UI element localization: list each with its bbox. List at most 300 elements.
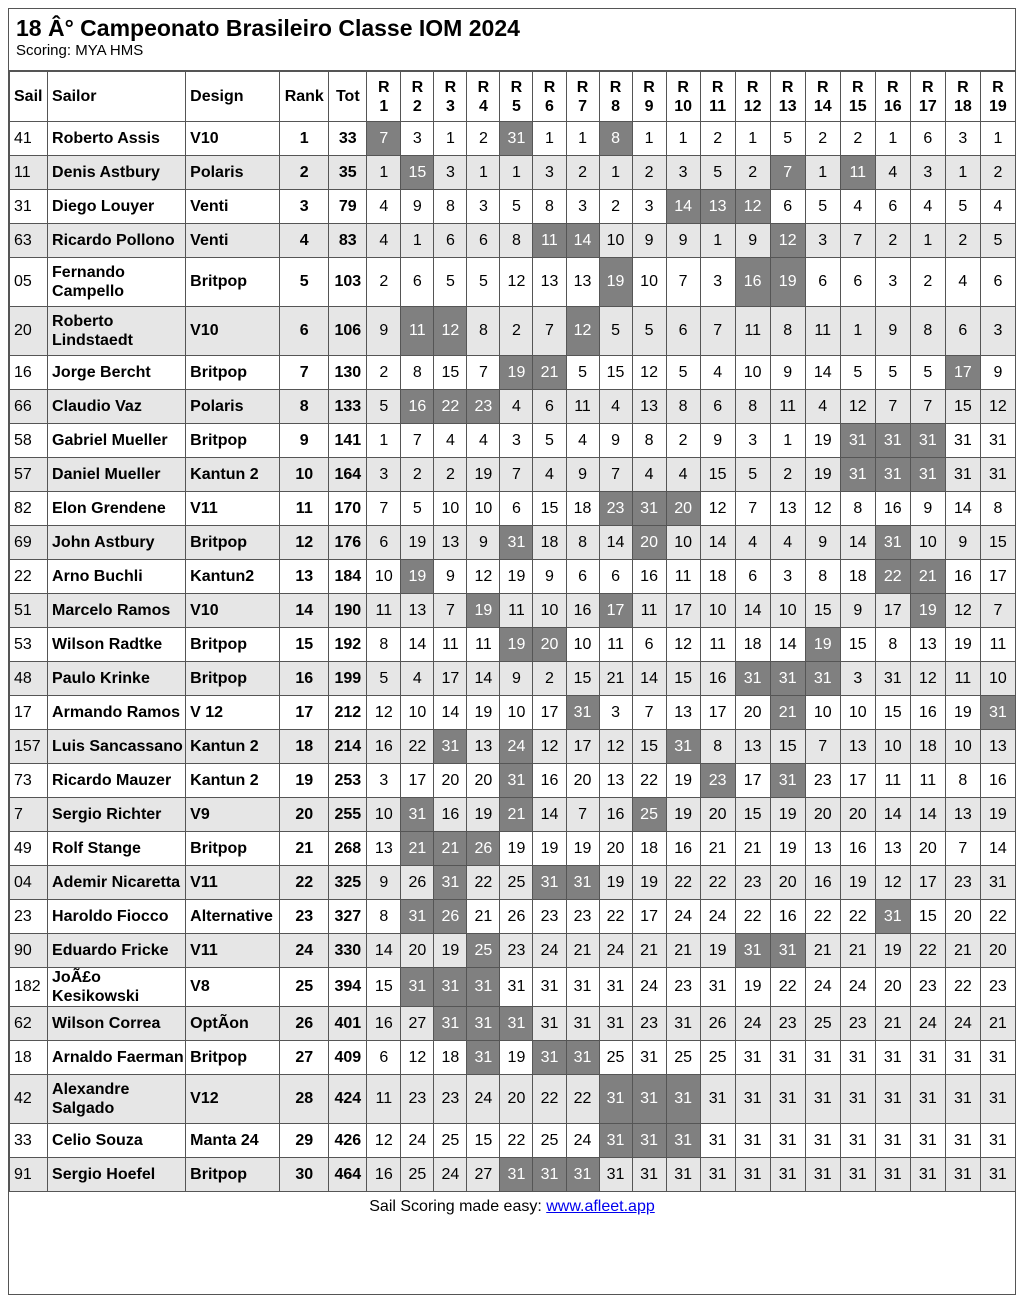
race-score: 20 (735, 696, 770, 730)
discarded-score: 11 (840, 156, 875, 190)
race-score: 9 (770, 356, 805, 390)
discarded-score: 23 (700, 764, 735, 798)
sail-number: 53 (10, 628, 48, 662)
race-score: 15 (700, 458, 735, 492)
race-score: 13 (666, 696, 700, 730)
col-sail: Sail (10, 72, 48, 122)
race-score: 6 (367, 1041, 401, 1075)
boat-design: Britpop (186, 424, 280, 458)
race-score: 14 (533, 798, 566, 832)
race-score: 20 (467, 764, 500, 798)
race-score: 31 (945, 1075, 980, 1124)
race-prefix: R (887, 78, 899, 96)
boat-design: V8 (186, 968, 280, 1007)
boat-design: Kantun2 (186, 560, 280, 594)
race-prefix: R (711, 78, 724, 96)
race-score: 22 (980, 900, 1015, 934)
discarded-score: 31 (500, 1007, 533, 1041)
discarded-score: 17 (599, 594, 632, 628)
col-race-16 (875, 72, 910, 122)
discarded-score: 21 (910, 560, 945, 594)
sail-number: 22 (10, 560, 48, 594)
sail-number: 66 (10, 390, 48, 424)
race-score: 31 (980, 1041, 1015, 1075)
race-score: 15 (467, 1124, 500, 1158)
race-score: 19 (467, 696, 500, 730)
discarded-score: 23 (467, 390, 500, 424)
race-score: 16 (566, 594, 599, 628)
table-row (10, 662, 1016, 696)
race-score: 11 (805, 307, 840, 356)
race-score: 7 (875, 390, 910, 424)
boat-design: Manta 24 (186, 1124, 280, 1158)
sail-number: 63 (10, 224, 48, 258)
sail-number: 57 (10, 458, 48, 492)
race-score: 20 (599, 832, 632, 866)
discarded-score: 11 (401, 307, 434, 356)
boat-design: Britpop (186, 628, 280, 662)
sail-number: 33 (10, 1124, 48, 1158)
race-score: 2 (434, 458, 467, 492)
race-score: 3 (875, 258, 910, 307)
rank: 21 (280, 832, 329, 866)
page-title: 18 Â° Campeonato Brasileiro Classe IOM 2024 (16, 15, 520, 41)
race-score: 12 (700, 492, 735, 526)
boat-design: Britpop (186, 356, 280, 390)
race-score: 12 (467, 560, 500, 594)
race-score: 31 (805, 1041, 840, 1075)
sail-number: 73 (10, 764, 48, 798)
race-score: 4 (945, 258, 980, 307)
discarded-score: 31 (566, 1041, 599, 1075)
race-score: 20 (980, 934, 1015, 968)
race-score: 4 (910, 190, 945, 224)
discarded-score: 31 (566, 696, 599, 730)
sail-number: 48 (10, 662, 48, 696)
race-score: 13 (770, 492, 805, 526)
table-row (10, 730, 1016, 764)
discarded-score: 12 (566, 307, 599, 356)
discarded-score: 13 (700, 190, 735, 224)
race-score: 23 (945, 866, 980, 900)
discarded-score: 31 (735, 934, 770, 968)
sail-number: 69 (10, 526, 48, 560)
race-score: 15 (980, 526, 1015, 560)
sailor-name: Ademir Nicaretta (48, 866, 186, 900)
total-points: 164 (329, 458, 367, 492)
rank: 3 (280, 190, 329, 224)
race-score: 31 (840, 1158, 875, 1192)
race-score: 11 (666, 560, 700, 594)
race-score: 13 (910, 628, 945, 662)
rank: 7 (280, 356, 329, 390)
discarded-score: 31 (980, 696, 1015, 730)
col-race-11 (700, 72, 735, 122)
col-design: Design (186, 72, 280, 122)
boat-design: Kantun 2 (186, 458, 280, 492)
race-score: 1 (566, 122, 599, 156)
race-score: 3 (980, 307, 1015, 356)
total-points: 426 (329, 1124, 367, 1158)
sail-number: 11 (10, 156, 48, 190)
total-points: 327 (329, 900, 367, 934)
discarded-score: 25 (632, 798, 666, 832)
sail-number: 16 (10, 356, 48, 390)
rank: 11 (280, 492, 329, 526)
race-score: 24 (666, 900, 700, 934)
total-points: 214 (329, 730, 367, 764)
sailor-name: Gabriel Mueller (48, 424, 186, 458)
race-score: 31 (805, 1158, 840, 1192)
sail-number: 7 (10, 798, 48, 832)
table-row (10, 764, 1016, 798)
total-points: 268 (329, 832, 367, 866)
race-score: 14 (632, 662, 666, 696)
race-score: 4 (401, 662, 434, 696)
race-score: 10 (910, 526, 945, 560)
race-score: 5 (945, 190, 980, 224)
race-score: 31 (770, 1124, 805, 1158)
race-prefix: R (609, 78, 622, 96)
race-score: 15 (945, 390, 980, 424)
race-score: 31 (770, 1158, 805, 1192)
race-score: 7 (566, 798, 599, 832)
race-score: 31 (945, 1158, 980, 1192)
race-score: 31 (700, 1158, 735, 1192)
race-prefix: R (677, 78, 689, 96)
discarded-score: 20 (533, 628, 566, 662)
race-score: 16 (980, 764, 1015, 798)
race-score: 21 (666, 934, 700, 968)
race-score: 9 (700, 424, 735, 458)
rank: 5 (280, 258, 329, 307)
total-points: 176 (329, 526, 367, 560)
discarded-score: 20 (632, 526, 666, 560)
boat-design: V10 (186, 307, 280, 356)
rank: 6 (280, 307, 329, 356)
race-number: 10 (674, 97, 692, 115)
rank: 4 (280, 224, 329, 258)
race-score: 31 (632, 1158, 666, 1192)
discarded-score: 19 (401, 560, 434, 594)
race-score: 18 (566, 492, 599, 526)
total-points: 330 (329, 934, 367, 968)
race-score: 8 (840, 492, 875, 526)
race-score: 13 (599, 764, 632, 798)
race-score: 31 (910, 1075, 945, 1124)
race-score: 1 (533, 122, 566, 156)
race-number: 9 (644, 97, 654, 115)
total-points: 79 (329, 190, 367, 224)
race-score: 12 (367, 1124, 401, 1158)
race-score: 17 (980, 560, 1015, 594)
race-score: 2 (700, 122, 735, 156)
race-score: 6 (434, 224, 467, 258)
rank: 20 (280, 798, 329, 832)
race-score: 1 (500, 156, 533, 190)
discarded-score: 31 (467, 1041, 500, 1075)
race-score: 3 (434, 156, 467, 190)
total-points: 83 (329, 224, 367, 258)
sail-number: 05 (10, 258, 48, 307)
race-score: 31 (910, 1124, 945, 1158)
rank: 18 (280, 730, 329, 764)
race-score: 23 (770, 1007, 805, 1041)
race-score: 1 (840, 307, 875, 356)
race-prefix: R (444, 78, 457, 96)
race-score: 6 (805, 258, 840, 307)
race-score: 24 (840, 968, 875, 1007)
discarded-score: 31 (434, 730, 467, 764)
race-score: 9 (910, 492, 945, 526)
race-score: 4 (770, 526, 805, 560)
race-number: 7 (578, 97, 587, 115)
discarded-score: 31 (566, 866, 599, 900)
table-row (10, 190, 1016, 224)
race-score: 1 (980, 122, 1015, 156)
race-score: 7 (632, 696, 666, 730)
race-score: 22 (770, 968, 805, 1007)
race-score: 31 (533, 968, 566, 1007)
race-score: 11 (770, 390, 805, 424)
sailor-name: Haroldo Fiocco (48, 900, 186, 934)
sail-number: 90 (10, 934, 48, 968)
sailor-name: Wilson Correa (48, 1007, 186, 1041)
race-score: 7 (434, 594, 467, 628)
race-score: 7 (666, 258, 700, 307)
race-score: 31 (945, 1124, 980, 1158)
total-points: 133 (329, 390, 367, 424)
race-score: 6 (632, 628, 666, 662)
race-score: 31 (599, 968, 632, 1007)
race-score: 31 (770, 1075, 805, 1124)
rank: 17 (280, 696, 329, 730)
discarded-score: 31 (500, 1158, 533, 1192)
race-score: 31 (945, 424, 980, 458)
race-score: 21 (875, 1007, 910, 1041)
race-score: 21 (632, 934, 666, 968)
race-score: 5 (566, 356, 599, 390)
rank: 15 (280, 628, 329, 662)
race-score: 6 (401, 258, 434, 307)
race-score: 7 (533, 307, 566, 356)
race-score: 3 (566, 190, 599, 224)
race-score: 31 (840, 1041, 875, 1075)
race-score: 19 (875, 934, 910, 968)
race-score: 13 (840, 730, 875, 764)
race-score: 1 (367, 156, 401, 190)
race-score: 31 (875, 1075, 910, 1124)
race-number: 18 (953, 97, 972, 115)
race-score: 26 (500, 900, 533, 934)
race-score: 10 (632, 258, 666, 307)
race-score: 16 (632, 560, 666, 594)
race-score: 4 (700, 356, 735, 390)
race-number: 19 (989, 97, 1007, 115)
sailor-name: Ricardo Pollono (48, 224, 186, 258)
race-score: 19 (735, 968, 770, 1007)
race-score: 9 (840, 594, 875, 628)
race-score: 6 (500, 492, 533, 526)
race-score: 15 (367, 968, 401, 1007)
race-score: 24 (401, 1124, 434, 1158)
race-score: 31 (980, 458, 1015, 492)
race-score: 2 (467, 122, 500, 156)
race-score: 21 (599, 662, 632, 696)
sail-number: 42 (10, 1075, 48, 1124)
race-score: 25 (533, 1124, 566, 1158)
race-number: 17 (918, 97, 937, 115)
race-score: 14 (700, 526, 735, 560)
race-score: 7 (735, 492, 770, 526)
race-score: 17 (840, 764, 875, 798)
discarded-score: 31 (533, 1158, 566, 1192)
discarded-score: 21 (434, 832, 467, 866)
race-score: 5 (770, 122, 805, 156)
race-score: 19 (945, 628, 980, 662)
sailor-name: John Astbury (48, 526, 186, 560)
race-number: 6 (545, 97, 554, 115)
discarded-score: 31 (875, 458, 910, 492)
race-score: 31 (945, 458, 980, 492)
race-score: 24 (467, 1075, 500, 1124)
race-score: 15 (910, 900, 945, 934)
race-score: 9 (875, 307, 910, 356)
boat-design: V 12 (186, 696, 280, 730)
race-score: 20 (805, 798, 840, 832)
race-score: 10 (700, 594, 735, 628)
race-score: 20 (840, 798, 875, 832)
race-score: 23 (910, 968, 945, 1007)
discarded-score: 21 (770, 696, 805, 730)
discarded-score: 31 (666, 730, 700, 764)
table-row (10, 1075, 1016, 1124)
race-score: 6 (367, 526, 401, 560)
table-row (10, 1124, 1016, 1158)
total-points: 103 (329, 258, 367, 307)
rank: 27 (280, 1041, 329, 1075)
total-points: 170 (329, 492, 367, 526)
race-prefix: R (957, 78, 969, 96)
sailor-name: Wilson Radtke (48, 628, 186, 662)
race-score: 31 (980, 1075, 1015, 1124)
race-score: 11 (599, 628, 632, 662)
table-row (10, 458, 1016, 492)
results-header (9, 9, 1015, 71)
race-prefix: R (922, 78, 934, 96)
sail-number: 49 (10, 832, 48, 866)
sail-number: 23 (10, 900, 48, 934)
race-score: 1 (700, 224, 735, 258)
race-score: 11 (700, 628, 735, 662)
boat-design: Venti (186, 224, 280, 258)
race-score: 17 (735, 764, 770, 798)
race-number: 11 (709, 97, 727, 115)
discarded-score: 31 (434, 968, 467, 1007)
race-score: 14 (599, 526, 632, 560)
race-score: 15 (840, 628, 875, 662)
discarded-score: 7 (367, 122, 401, 156)
race-score: 4 (875, 156, 910, 190)
race-score: 15 (566, 662, 599, 696)
race-score: 11 (910, 764, 945, 798)
race-score: 4 (632, 458, 666, 492)
race-score: 11 (945, 662, 980, 696)
race-score: 23 (735, 866, 770, 900)
table-row (10, 696, 1016, 730)
race-score: 23 (632, 1007, 666, 1041)
race-score: 13 (367, 832, 401, 866)
race-score: 14 (434, 696, 467, 730)
col-race-1 (367, 72, 401, 122)
boat-design: Britpop (186, 258, 280, 307)
discarded-score: 31 (467, 1007, 500, 1041)
race-score: 11 (875, 764, 910, 798)
race-score: 31 (700, 968, 735, 1007)
sailor-name: Roberto Assis (48, 122, 186, 156)
race-score: 18 (434, 1041, 467, 1075)
race-score: 27 (401, 1007, 434, 1041)
col-race-18 (945, 72, 980, 122)
discarded-score: 16 (735, 258, 770, 307)
race-score: 17 (875, 594, 910, 628)
col-rank: Rank (280, 72, 329, 122)
discarded-score: 19 (770, 258, 805, 307)
table-row (10, 900, 1016, 934)
race-score: 18 (632, 832, 666, 866)
race-number: 16 (883, 97, 902, 115)
race-score: 25 (700, 1041, 735, 1075)
discarded-score: 31 (566, 1158, 599, 1192)
race-score: 9 (533, 560, 566, 594)
race-score: 17 (700, 696, 735, 730)
race-score: 23 (566, 900, 599, 934)
col-race-19 (980, 72, 1015, 122)
race-score: 3 (945, 122, 980, 156)
race-score: 10 (467, 492, 500, 526)
race-score: 3 (367, 764, 401, 798)
table-row (10, 628, 1016, 662)
race-score: 22 (735, 900, 770, 934)
race-score: 1 (367, 424, 401, 458)
discarded-score: 31 (500, 764, 533, 798)
table-row (10, 866, 1016, 900)
total-points: 199 (329, 662, 367, 696)
race-score: 15 (434, 356, 467, 390)
race-score: 19 (805, 458, 840, 492)
race-score: 19 (980, 798, 1015, 832)
discarded-score: 20 (666, 492, 700, 526)
race-score: 6 (735, 560, 770, 594)
discarded-score: 31 (533, 1041, 566, 1075)
table-row (10, 390, 1016, 424)
race-score: 9 (467, 526, 500, 560)
race-score: 19 (467, 798, 500, 832)
afleet-link[interactable]: www.afleet.app (546, 1198, 655, 1215)
race-prefix: R (816, 78, 829, 96)
col-total: Tot (329, 72, 367, 122)
race-score: 15 (770, 730, 805, 764)
rank: 29 (280, 1124, 329, 1158)
race-score: 3 (467, 190, 500, 224)
race-score: 12 (500, 258, 533, 307)
discarded-score: 21 (533, 356, 566, 390)
table-row (10, 156, 1016, 190)
col-race-15 (840, 72, 875, 122)
race-score: 11 (632, 594, 666, 628)
col-race-10 (666, 72, 700, 122)
race-score: 4 (840, 190, 875, 224)
